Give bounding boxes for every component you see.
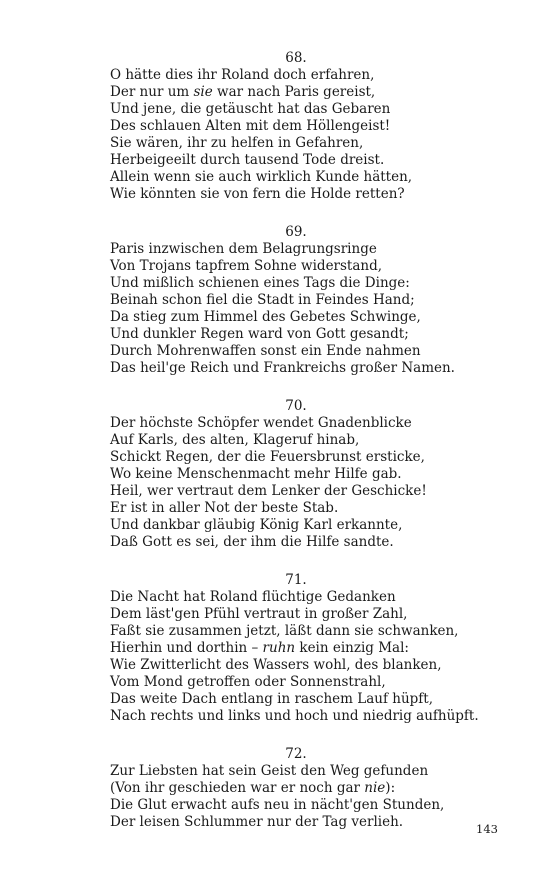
- verse-text: Da stieg zum Himmel des Gebetes Schwinge,: [110, 309, 421, 325]
- verse-text: Daß Gott es sei, der ihm die Hilfe sandte.: [110, 534, 394, 550]
- stanza: [110, 224, 490, 377]
- verse-text: Das weite Dach entlang in raschem Lauf hüpft,: [110, 691, 433, 707]
- verse-text: Und dankbar gläubig König Karl erkannte,: [110, 517, 403, 533]
- verse-text: Auf Karls, des alten, Klageruf hinab,: [110, 432, 360, 448]
- verse-line: [110, 432, 490, 449]
- verse-line: [110, 67, 490, 84]
- stanza: [110, 572, 490, 725]
- verse-line: [110, 241, 490, 258]
- verse-line: [110, 466, 490, 483]
- verse-line: [110, 152, 490, 169]
- verse-text: Durch Mohrenwaffen sonst ein Ende nahmen: [110, 343, 421, 359]
- verse-text: Dem läst'gen Pfühl vertraut in großer Zahl,: [110, 606, 408, 622]
- verse-text: Wo keine Menschenmacht mehr Hilfe gab.: [110, 466, 402, 482]
- verse-line: [110, 292, 490, 309]
- verse-text: Der leisen Schlummer nur der Tag verlieh.: [110, 814, 404, 830]
- stanza: [110, 746, 490, 831]
- verse-line: [110, 674, 490, 691]
- verse-text: Nach rechts und links und hoch und niedrig aufhüpft.: [110, 708, 479, 724]
- verse-text: Zur Liebsten hat sein Geist den Weg gefunden: [110, 763, 429, 779]
- page-number: 143: [476, 822, 498, 836]
- verse-text: Wie Zwitterlicht des Wassers wohl, des blanken,: [110, 657, 442, 673]
- verse-line: [110, 343, 490, 360]
- verse-text: Von Trojans tapfrem Sohne widerstand,: [110, 258, 383, 274]
- verse-line: [110, 589, 490, 606]
- stanza: [110, 50, 490, 203]
- verse-text: O hätte dies ihr Roland doch erfahren,: [110, 67, 375, 83]
- verse-line: [110, 169, 490, 186]
- verse-text: Er ist in aller Not der beste Stab.: [110, 500, 339, 516]
- verse-text: Beinah schon fiel die Stadt in Feindes Hand;: [110, 292, 415, 308]
- verse-emphasis: ruhn: [262, 640, 296, 656]
- stanza-number: 69.: [285, 224, 307, 240]
- verse-line: [110, 135, 490, 152]
- verse-text: Paris inzwischen dem Belagrungsringe: [110, 241, 377, 257]
- verse-text: Die Glut erwacht aufs neu in nächt'gen Stunden,: [110, 797, 445, 813]
- verse-text: Der nur um: [110, 84, 194, 100]
- stanza-number: 71.: [285, 572, 307, 588]
- verse-text: Wie könnten sie von fern die Holde retten?: [110, 186, 405, 202]
- verse-text: Faßt sie zusammen jetzt, läßt dann sie schwanken,: [110, 623, 459, 639]
- verse-line: [110, 691, 490, 708]
- verse-text: Schickt Regen, der die Feuersbrunst ersticke,: [110, 449, 425, 465]
- verse-line: [110, 415, 490, 432]
- stanza-number: 72.: [285, 746, 307, 762]
- stanza-number: 70.: [285, 398, 307, 414]
- verse-text: war nach Paris gereist,: [212, 84, 376, 100]
- verse-line: [110, 606, 490, 623]
- verse-line: [110, 449, 490, 466]
- verse-line: [110, 118, 490, 135]
- verse-line: [110, 517, 490, 534]
- verse-line: [110, 640, 490, 657]
- verse-text: ):: [385, 780, 396, 796]
- verse-text: Und dunkler Regen ward von Gott gesandt;: [110, 326, 409, 342]
- verse-text: Herbeigeeilt durch tausend Tode dreist.: [110, 152, 385, 168]
- verse-line: [110, 623, 490, 640]
- verse-line: [110, 763, 490, 780]
- verse-text: kein einzig Mal:: [295, 640, 409, 656]
- verse-text: Das heil'ge Reich und Frankreichs großer Namen.: [110, 360, 455, 376]
- verse-line: [110, 797, 490, 814]
- verse-line: [110, 84, 490, 101]
- verse-line: [110, 101, 490, 118]
- verse-line: [110, 657, 490, 674]
- verse-text: (Von ihr geschieden war er noch gar: [110, 780, 365, 796]
- verse-line: [110, 814, 490, 831]
- verse-text: Hierhin und dorthin –: [110, 640, 263, 656]
- verse-line: [110, 258, 490, 275]
- verse-line: [110, 534, 490, 551]
- verse-text: Und mißlich schienen eines Tags die Dinge:: [110, 275, 410, 291]
- verse-line: [110, 780, 490, 797]
- verse-text: Und jene, die getäuscht hat das Gebaren: [110, 101, 391, 117]
- verse-line: [110, 309, 490, 326]
- verse-line: [110, 186, 490, 203]
- verse-text: Der höchste Schöpfer wendet Gnadenblicke: [110, 415, 412, 431]
- stanza: [110, 398, 490, 551]
- poem-text: [110, 50, 490, 852]
- verse-line: [110, 275, 490, 292]
- stanza-number: 68.: [285, 50, 307, 66]
- verse-text: Die Nacht hat Roland flüchtige Gedanken: [110, 589, 396, 605]
- verse-line: [110, 500, 490, 517]
- verse-text: Vom Mond getroffen oder Sonnenstrahl,: [110, 674, 386, 690]
- verse-text: Heil, wer vertraut dem Lenker der Geschicke!: [110, 483, 427, 499]
- verse-line: [110, 326, 490, 343]
- verse-line: [110, 708, 490, 725]
- verse-line: [110, 483, 490, 500]
- verse-text: Des schlauen Alten mit dem Höllengeist!: [110, 118, 391, 134]
- verse-text: Sie wären, ihr zu helfen in Gefahren,: [110, 135, 364, 151]
- verse-emphasis: sie: [193, 84, 213, 100]
- verse-line: [110, 360, 490, 377]
- verse-emphasis: nie: [364, 780, 386, 796]
- verse-text: Allein wenn sie auch wirklich Kunde hätten,: [110, 169, 413, 185]
